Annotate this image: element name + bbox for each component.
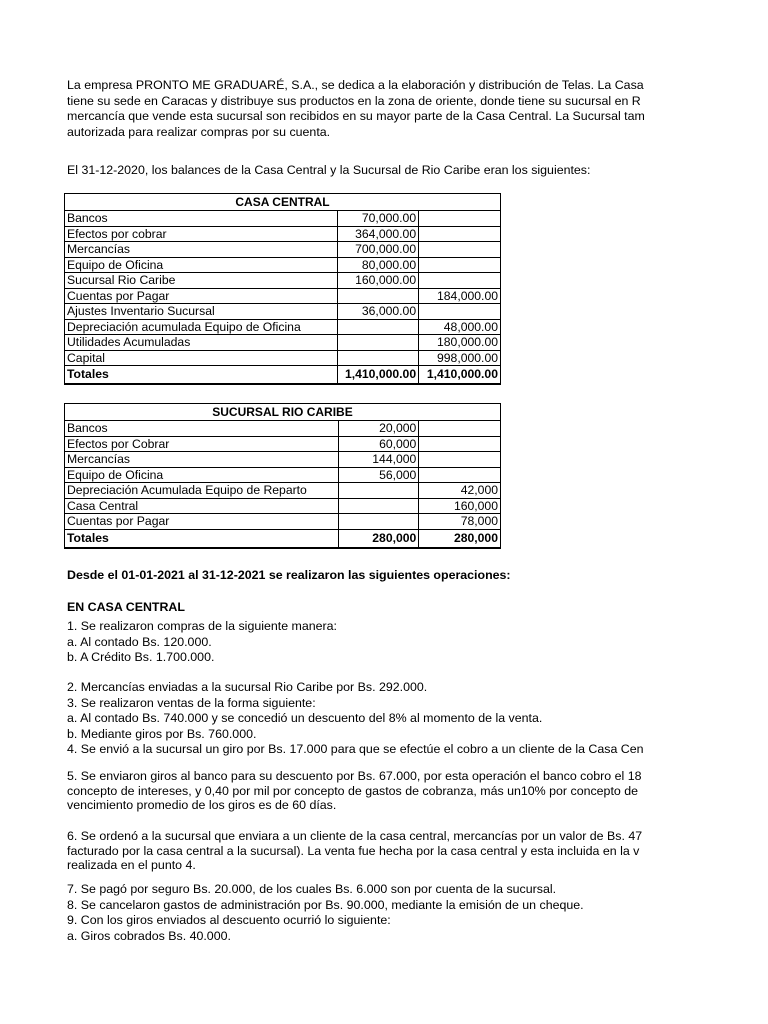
operations-block-2 — [67, 680, 668, 758]
table-row — [65, 421, 501, 437]
totals-credit: 280,000 — [419, 529, 501, 548]
credit-value — [419, 467, 501, 483]
operation-line: b. Mediante giros por Bs. 760.000. — [67, 726, 257, 741]
credit-value — [419, 242, 501, 258]
balance-intro: El 31-12-2020, los balances de la Casa Central y la Sucursal de Rio Caribe eran los siguientes: — [67, 163, 591, 177]
debit-value: 60,000 — [338, 436, 419, 452]
account-name: Casa Central — [65, 498, 339, 514]
operations-block-3 — [67, 769, 668, 813]
intro-line: autorizada para realizar compras por su cuenta. — [67, 124, 331, 139]
operation-line: 5. Se enviaron giros al banco para su descuento por Bs. 67.000, por esta operación el banco cobro el 18 — [67, 769, 642, 783]
totals-label: Totales — [65, 366, 338, 385]
debit-value: 80,000.00 — [338, 257, 419, 273]
operations-block-5 — [67, 882, 668, 944]
account-name: Depreciación acumulada Equipo de Oficina — [65, 319, 338, 335]
debit-value — [338, 498, 419, 514]
account-name: Efectos por cobrar — [65, 226, 338, 242]
table-row — [65, 335, 501, 351]
debit-value: 70,000.00 — [338, 211, 419, 227]
credit-value — [419, 304, 501, 320]
table-row — [65, 273, 501, 289]
debit-value: 160,000.00 — [338, 273, 419, 289]
table-row — [65, 211, 501, 227]
operations-block-1 — [67, 619, 668, 666]
table-row — [65, 436, 501, 452]
debit-value — [338, 319, 419, 335]
sucursal-table — [64, 403, 501, 549]
account-name: Efectos por Cobrar — [65, 436, 339, 452]
operation-line: 4. Se envió a la sucursal un giro por Bs. 17.000 para que se efectúe el cobro a un cliente de la Casa Cen — [67, 742, 644, 756]
operation-line: a. Al contado Bs. 740.000 y se concedió un descuento del 8% al momento de la venta. — [67, 711, 543, 725]
account-name: Bancos — [65, 211, 338, 227]
totals-credit: 1,410,000.00 — [419, 366, 501, 385]
table-row — [65, 498, 501, 514]
debit-value — [338, 483, 419, 499]
table-row — [65, 350, 501, 366]
credit-value: 78,000 — [419, 514, 501, 530]
totals-row — [65, 529, 501, 548]
operation-line: 1. Se realizaron compras de la siguiente manera: — [67, 619, 337, 633]
account-name: Cuentas por Pagar — [65, 514, 339, 530]
credit-value — [419, 436, 501, 452]
table-row — [65, 319, 501, 335]
debit-value — [338, 514, 419, 530]
totals-label: Totales — [65, 529, 339, 548]
operation-line: b. A Crédito Bs. 1.700.000. — [67, 650, 215, 664]
operation-line: concepto de intereses, y 0,40 por mil por concepto de gastos de cobranza, más un10% por concepto de — [67, 783, 639, 798]
casa-central-heading: EN CASA CENTRAL — [67, 600, 185, 614]
table-title: SUCURSAL RIO CARIBE — [65, 404, 501, 421]
operation-line: a. Giros cobrados Bs. 40.000. — [67, 928, 231, 943]
table-row — [65, 514, 501, 530]
credit-value: 998,000.00 — [419, 350, 501, 366]
table-row — [65, 304, 501, 320]
account-name: Depreciación Acumulada Equipo de Reparto — [65, 483, 339, 499]
credit-value: 48,000.00 — [419, 319, 501, 335]
credit-value: 42,000 — [419, 483, 501, 499]
debit-value: 36,000.00 — [338, 304, 419, 320]
operation-line: 3. Se realizaron ventas de la forma siguiente: — [67, 695, 316, 710]
account-name: Bancos — [65, 421, 339, 437]
debit-value: 20,000 — [338, 421, 419, 437]
intro-line: tiene su sede en Caracas y distribuye sus productos en la zona de oriente, donde tiene su sucursal en R — [67, 93, 641, 108]
account-name: Ajustes Inventario Sucursal — [65, 304, 338, 320]
account-name: Cuentas por Pagar — [65, 288, 338, 304]
operations-heading: Desde el 01-01-2021 al 31-12-2021 se realizaron las siguientes operaciones: — [67, 568, 511, 582]
credit-value: 160,000 — [419, 498, 501, 514]
operations-block-4 — [67, 829, 668, 873]
operation-line: 7. Se pagó por seguro Bs. 20.000, de los cuales Bs. 6.000 son por cuenta de la sucursal. — [67, 882, 557, 896]
credit-value — [419, 257, 501, 273]
credit-value — [419, 452, 501, 468]
account-name: Mercancías — [65, 242, 338, 258]
credit-value: 184,000.00 — [419, 288, 501, 304]
credit-value — [419, 226, 501, 242]
debit-value — [338, 350, 419, 366]
debit-value: 364,000.00 — [338, 226, 419, 242]
debit-value — [338, 288, 419, 304]
operation-line: 8. Se cancelaron gastos de administración por Bs. 90.000, mediante la emisión de un cheque. — [67, 897, 584, 912]
operation-line: a. Al contado Bs. 120.000. — [67, 634, 212, 649]
table-row — [65, 242, 501, 258]
credit-value — [419, 421, 501, 437]
table-row — [65, 483, 501, 499]
account-name: Utilidades Acumuladas — [65, 335, 338, 351]
account-name: Capital — [65, 350, 338, 366]
account-name: Sucursal Rio Caribe — [65, 273, 338, 289]
table-row — [65, 467, 501, 483]
account-name: Equipo de Oficina — [65, 467, 339, 483]
debit-value: 144,000 — [338, 452, 419, 468]
credit-value — [419, 211, 501, 227]
debit-value: 56,000 — [338, 467, 419, 483]
table-row — [65, 257, 501, 273]
table-row — [65, 452, 501, 468]
debit-value: 700,000.00 — [338, 242, 419, 258]
table-row — [65, 226, 501, 242]
operation-line: 9. Con los giros enviados al descuento ocurrió lo siguiente: — [67, 913, 391, 927]
credit-value — [419, 273, 501, 289]
debit-value — [338, 335, 419, 351]
intro-line: mercancía que vende esta sucursal son recibidos en su mayor parte de la Casa Central. La Sucursal tam — [67, 109, 645, 123]
operation-line: realizada en el punto 4. — [67, 858, 196, 872]
account-name: Equipo de Oficina — [65, 257, 338, 273]
casa-central-table — [64, 193, 501, 385]
table-title: CASA CENTRAL — [65, 194, 501, 211]
totals-debit: 280,000 — [338, 529, 419, 548]
totals-debit: 1,410,000.00 — [338, 366, 419, 385]
table-row — [65, 288, 501, 304]
account-name: Mercancías — [65, 452, 339, 468]
totals-row — [65, 366, 501, 385]
operation-line: 6. Se ordenó a la sucursal que enviara a un cliente de la casa central, mercancías por un valor de Bs. 47 — [67, 829, 643, 843]
operation-line: facturado por la casa central a la sucursal). La venta fue hecha por la casa central y esta incluida en la v — [67, 843, 640, 858]
intro-paragraph — [67, 78, 668, 140]
credit-value: 180,000.00 — [419, 335, 501, 351]
operation-line: vencimiento promedio de los giros es de 60 días. — [67, 798, 337, 812]
intro-line: La empresa PRONTO ME GRADUARÉ, S.A., se dedica a la elaboración y distribución de Telas. La Casa — [67, 78, 644, 92]
operation-line: 2. Mercancías enviadas a la sucursal Rio Caribe por Bs. 292.000. — [67, 680, 428, 694]
